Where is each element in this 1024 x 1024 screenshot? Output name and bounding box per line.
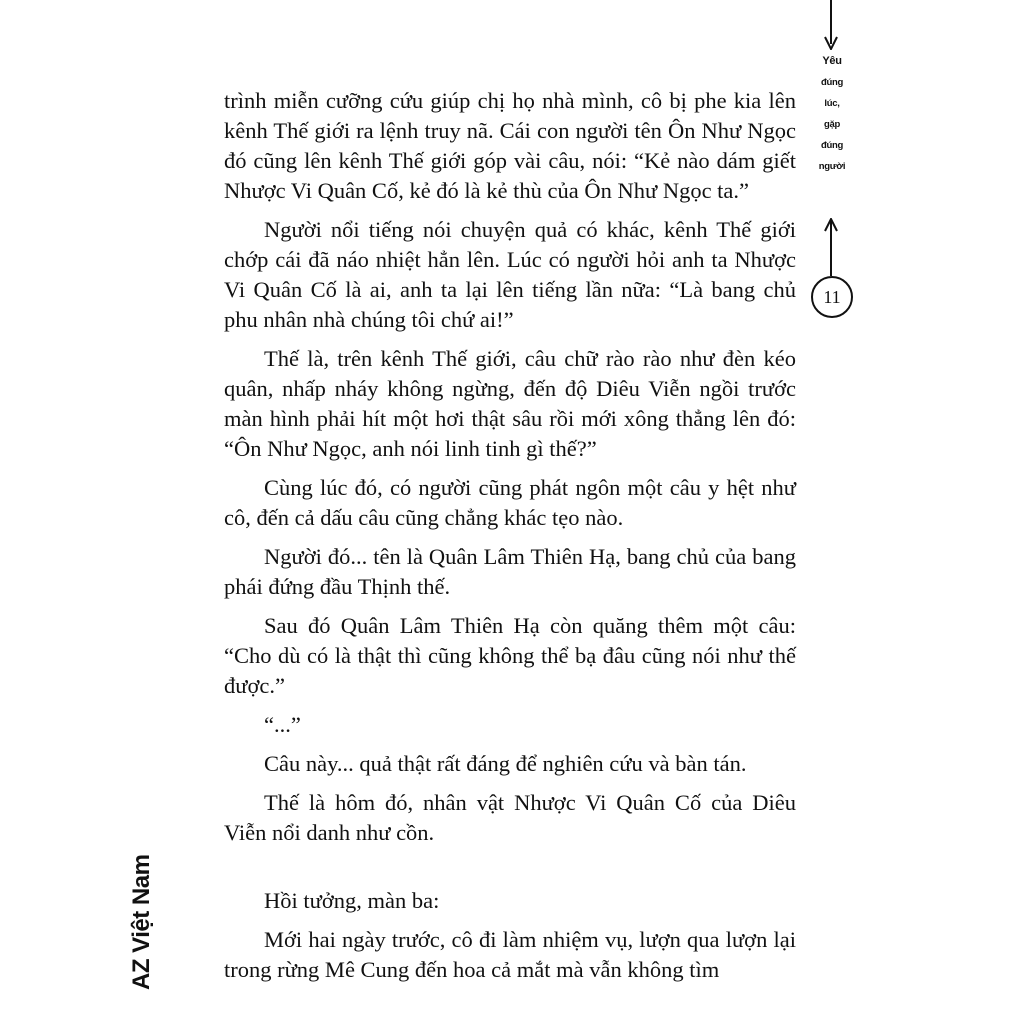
- body-text: [224, 86, 796, 994]
- paragraph: Cùng lúc đó, có người cũng phát ngôn một câu y hệt như cô, đến cả dấu câu cũng chẳng khác tẹo nào.: [224, 475, 796, 530]
- running-title-word: người: [818, 161, 846, 172]
- paragraph: Người nổi tiếng nói chuyện quả có khác, kênh Thế giới chớp cái đã náo nhiệt hẳn lên. Lúc có người hỏi anh ta Nhược Vi Quân Cố là ai, anh ta lại lên tiếng lần nữa: “Là bang chủ phu nhân nhà chúng tôi chứ ai!”: [224, 217, 796, 332]
- page-number: 11: [811, 276, 853, 318]
- paragraph: Thế là hôm đó, nhân vật Nhược Vi Quân Cố của Diêu Viễn nổi danh như cồn.: [224, 790, 796, 845]
- publisher-logo: AZ Việt Nam: [128, 854, 155, 990]
- running-title-word: gặp: [824, 119, 840, 130]
- paragraph: Câu này... quả thật rất đáng để nghiên cứu và bàn tán.: [264, 751, 747, 776]
- running-title-word: đúng: [820, 77, 843, 88]
- running-title-word: Yêu: [822, 55, 842, 67]
- paragraph: Người đó... tên là Quân Lâm Thiên Hạ, bang chủ của bang phái đứng đầu Thịnh thế.: [224, 544, 796, 599]
- paragraph: Mới hai ngày trước, cô đi làm nhiệm vụ, lượn qua lượn lại trong rừng Mê Cung đến hoa cả mắt mà vẫn không tìm: [224, 927, 796, 982]
- running-title-word: lúc,: [824, 98, 840, 109]
- arrow-down-icon: [823, 36, 839, 50]
- paragraph: trình miễn cưỡng cứu giúp chị họ nhà mình, cô bị phe kia lên kênh Thế giới ra lệnh truy nã. Cái con người tên Ôn Như Ngọc đó cũng lên kênh Thế giới góp vài câu, nói: “Kẻ nào dám giết Nhược Vi Quân Cố, kẻ đó là kẻ thù của Ôn Như Ngọc ta.”: [224, 88, 796, 203]
- running-title-word: đúng: [820, 140, 843, 151]
- paragraph: Thế là, trên kênh Thế giới, câu chữ rào rào như đèn kéo quân, nhấp nháy không ngừng, đến độ Diêu Viễn ngồi trước màn hình phải hít một hơi thật sâu rồi mới xông thẳng lên đó: “Ôn Như Ngọc, anh nói linh tinh gì thế?”: [224, 346, 796, 461]
- paragraph: Sau đó Quân Lâm Thiên Hạ còn quăng thêm một câu: “Cho dù có là thật thì cũng không thể bạ đâu cũng nói như thế được.”: [224, 613, 796, 698]
- running-title: [812, 56, 852, 182]
- bottom-arrow-line: [830, 220, 832, 276]
- paragraph: “...”: [264, 712, 301, 737]
- paragraph: Hồi tưởng, màn ba:: [264, 888, 440, 913]
